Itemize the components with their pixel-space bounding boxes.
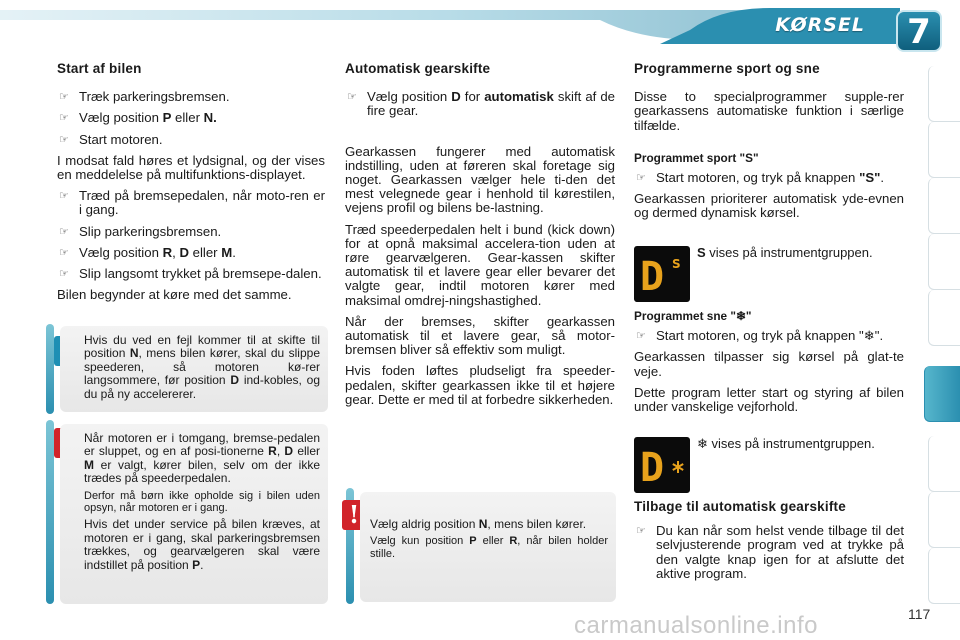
para-sport: Gearkassen prioriterer automatisk yde-evnen og dermed dynamisk kørsel. <box>634 191 904 221</box>
column-automatic <box>345 62 615 414</box>
side-tab-4[interactable] <box>928 234 960 290</box>
heading-start-car: Start af bilen <box>57 61 142 76</box>
para-signal: I modsat fald høres et lydsignal, og der vises en meddelelse på multifunktions-displayet. <box>57 152 325 183</box>
side-tab-1[interactable] <box>928 66 960 122</box>
warning-neutral-text: Vælg aldrig position N, mens bilen kører. <box>370 517 587 531</box>
heading-snow: Programmet sne "❄" <box>634 309 752 323</box>
bullet-mark: ☞ <box>59 246 69 259</box>
snow-display-icon <box>634 437 690 493</box>
side-tab-9[interactable] <box>928 492 960 548</box>
snow-display-letter: D <box>640 445 665 491</box>
bullet-mark: ☞ <box>59 133 69 146</box>
para-car-moves: Bilen begynder at køre med det samme. <box>57 287 292 303</box>
bullet-mark: ☞ <box>59 91 69 104</box>
bullet-sport: ☞ Start motoren, og tryk på knappen "S". <box>636 170 885 186</box>
side-tab-7-active[interactable] <box>924 366 960 422</box>
warning-note-neutral <box>360 492 616 602</box>
heading-return: Tilbage til automatisk gearskifte <box>634 499 846 514</box>
bullet-mark: ☞ <box>59 190 69 203</box>
info-note <box>60 326 328 412</box>
chapter-side-tabs <box>928 66 960 626</box>
warning-note-idle <box>60 424 328 604</box>
para-kickdown: Træd speederpedalen helt i bund (kick down) for at opnå maksimal accelera-tion uden at røre gearvælgeren. Gear-kassen skifter automatisk til et lavere gear eller bevarer det valgte gear, indtil motoren kører med maksimal omdrej-ningshastighed. <box>345 221 615 308</box>
bullet-select-p-n: ☞ Vælg position P eller N. <box>59 110 217 126</box>
bullet-mark: ☞ <box>636 525 646 538</box>
bullet-release-brake: ☞ Slip parkeringsbremsen. <box>59 223 222 239</box>
bullet-select-d: ☞ Vælg position D for automatisk skift af de fire gear. <box>347 89 615 119</box>
bullet-release-pedal: ☞ Slip langsomt trykket på bremsepe-dalen. <box>59 266 322 282</box>
page-number: 117 <box>908 606 931 622</box>
watermark: carmanualsonline.info <box>574 612 818 639</box>
sport-display-icon <box>634 246 690 302</box>
info-note-text: Hvis du ved en fejl kommer til at skifte til position N, mens bilen kører, skal du slippe speederen, så motoren kø-rer langsommere, før position D ind-kobles, og du på ny accelererer. <box>84 333 320 401</box>
para-automatic-1: Gearkassen fungerer med automatisk indstilling, uden at føreren skal foretage sig noget. Gearkassen vælger hele ti-den det mest velegnede gear i henhold til kørestilen, vejens profil og bilens be-lastning. <box>345 143 615 216</box>
para-foot-lift: Hvis foden løftes pludseligt fra speeder-pedalen, skifter gearkassen ikke til et højere gear. Dette er med til at forbedre sikkerheden. <box>345 363 615 407</box>
warning-children-text: Derfor må børn ikke opholde sig i bilen uden opsyn, når motoren er i gang. <box>84 489 320 515</box>
side-tab-3[interactable] <box>928 178 960 234</box>
para-braking: Når der bremses, skifter gearkassen automatisk til et lavere gear, så motor-bremsen bliver så effektiv som muligt. <box>345 313 615 358</box>
para-snow-1: Gearkassen tilpasser sig kørsel på glat-te veje. <box>634 349 904 379</box>
bullet-snow: ☞ Start motoren, og tryk på knappen "❄". <box>636 328 884 344</box>
bullet-start-engine: ☞ Start motoren. <box>59 131 163 147</box>
bullet-parking-brake: ☞ Træk parkeringsbremsen. <box>59 89 230 105</box>
column-snow <box>634 309 904 421</box>
bullet-mark: ☞ <box>59 225 69 238</box>
para-programs-intro: Disse to specialprogrammer supple-rer gearkassens automatiske funktion i særlige tilfælde. <box>634 89 904 133</box>
column-start <box>57 62 325 309</box>
para-snow-2: Dette program letter start og styring af bilen under vanskelige vejforhold. <box>634 384 904 415</box>
bullet-mark: ☞ <box>636 172 646 185</box>
info-note-bar <box>46 324 54 414</box>
warning-idle-text: Når motoren er i tomgang, bremse-pedalen er sluppet, og en af posi-tionerne R, D eller M er valgt, kører bilen, selv om der ikke trædes på speederpedalen. <box>84 431 321 486</box>
warning-stationary-text: Vælg kun position P eller R, når bilen holder stille. <box>370 535 608 560</box>
bullet-mark: ☞ <box>347 91 357 104</box>
bullet-return: ☞ Du kan når som helst vende tilbage til det selvjusterende program ved at trykke på den valgte knap igen for at afslutte det aktive program. <box>636 523 904 581</box>
heading-sport: Programmet sport "S" <box>634 150 759 165</box>
bullet-mark: ☞ <box>636 330 646 343</box>
snowflake-icon <box>673 461 683 473</box>
side-tab-5[interactable] <box>928 290 960 346</box>
warning-note-bar <box>46 420 54 604</box>
sport-display-sub: S <box>672 257 681 271</box>
snowflake-icon: ❄ <box>697 436 708 451</box>
bullet-mark: ☞ <box>59 268 69 281</box>
side-tab-8[interactable] <box>928 436 960 492</box>
warning-icon-2: ! <box>342 500 366 530</box>
sport-caption: S vises på instrumentgruppen. <box>697 245 873 260</box>
bullet-mark: ☞ <box>59 112 69 125</box>
sport-display-letter: D <box>640 254 665 300</box>
bullet-brake-pedal: ☞ Træd på bremsepedalen, når moto-ren er i gang. <box>59 188 325 218</box>
snow-caption: ❄ vises på instrumentgruppen. <box>697 436 875 451</box>
warning-service-text: Hvis det under service på bilen kræves, at motoren er i gang, skal parkeringsbremsen trækkes, og gearvælgeren skal være indstillet på position P. <box>84 517 320 572</box>
heading-automatic: Automatisk gearskifte <box>345 61 491 76</box>
chapter-title: KØRSEL <box>775 14 865 36</box>
heading-programs: Programmerne sport og sne <box>634 61 820 76</box>
column-return <box>634 500 904 588</box>
bullet-select-r-d-m: ☞ Vælg position R, D eller M. <box>59 244 236 260</box>
side-tab-2[interactable] <box>928 122 960 178</box>
chapter-number: 7 <box>907 12 931 52</box>
column-programs <box>634 62 904 228</box>
side-tab-10[interactable] <box>928 548 960 604</box>
chapter-number-badge <box>896 10 942 52</box>
